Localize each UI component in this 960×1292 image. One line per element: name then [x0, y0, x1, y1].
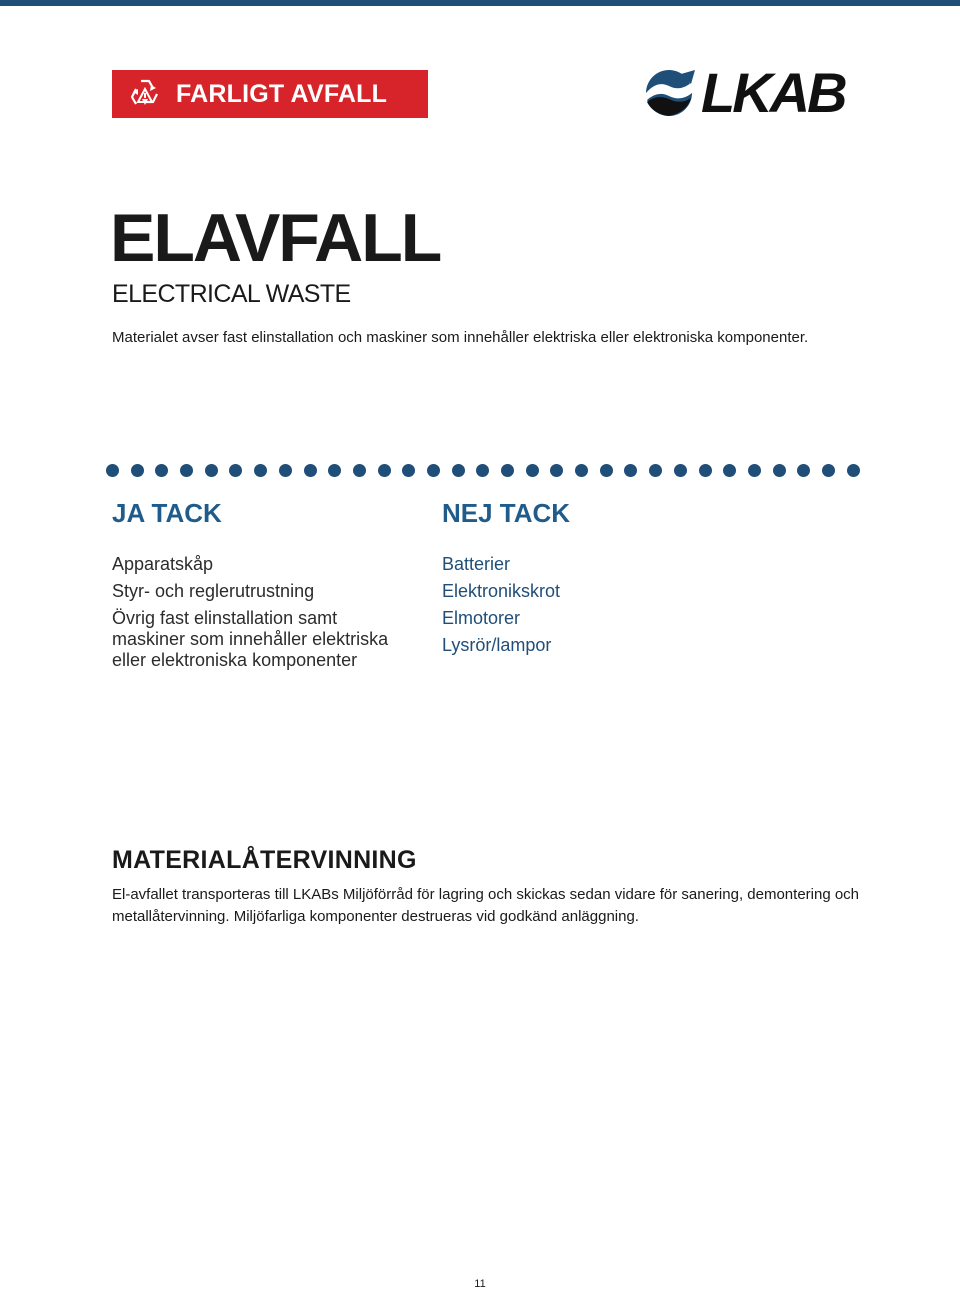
divider-dot: [452, 464, 465, 477]
divider-dot: [600, 464, 613, 477]
divider-dot: [353, 464, 366, 477]
divider-dot: [106, 464, 119, 477]
divider-dot: [773, 464, 786, 477]
page-number: 11: [474, 1278, 486, 1290]
divider-dot: [279, 464, 292, 477]
nej-tack-heading: NEJ TACK: [442, 498, 571, 528]
list-item: Apparatskåp: [112, 554, 214, 574]
divider-dot: [304, 464, 317, 477]
divider-dot: [723, 464, 736, 477]
divider-dot: [402, 464, 415, 477]
divider-dot: [427, 464, 440, 477]
divider-dot: [575, 464, 588, 477]
divider-dot: [797, 464, 810, 477]
intro-text: Materialet avser fast elinstallation och maskiner som innehåller elektriska eller elektroniska komponenter.: [112, 329, 809, 346]
divider-dot: [699, 464, 712, 477]
divider-dot: [550, 464, 563, 477]
divider-dot: [476, 464, 489, 477]
list-item: Lysrör/lampor: [442, 635, 552, 655]
divider-dot: [254, 464, 267, 477]
lkab-mark-icon: [645, 68, 697, 118]
divider-dot: [205, 464, 218, 477]
list-item: Elmotorer: [442, 608, 521, 628]
divider-dot: [501, 464, 514, 477]
divider-dot: [131, 464, 144, 477]
ja-tack-heading: JA TACK: [112, 498, 222, 528]
list-item: Batterier: [442, 554, 511, 574]
badge-label: FARLIGT AVFALL: [176, 79, 388, 108]
logo-wordmark: LKAB: [701, 61, 845, 124]
nej-tack-column: [442, 498, 742, 662]
recycling-text: El-avfallet transporteras till LKABs Miljöförråd för lagring och skickas sedan vidare för sanering, demontering och metallåtervinning. Miljöfarliga komponenter destrueras vid godkänd anläggning.: [112, 886, 860, 925]
recycling-heading: MATERIALÅTERVINNING: [112, 846, 417, 874]
list-item: Elektronikskrot: [442, 581, 561, 601]
hazard-badge: [112, 70, 428, 118]
hazard-recycle-icon: [128, 77, 162, 111]
divider-dot: [229, 464, 242, 477]
divider-dot: [155, 464, 168, 477]
nej-tack-list: [442, 554, 742, 656]
divider-dot: [822, 464, 835, 477]
ja-tack-column: [112, 498, 412, 677]
divider-dot: [328, 464, 341, 477]
divider-dot: [748, 464, 761, 477]
lkab-logo: [645, 61, 855, 124]
page-title: ELAVFALL: [110, 200, 441, 276]
page-subtitle: ELECTRICAL WASTE: [112, 280, 351, 308]
ja-tack-list: [112, 554, 412, 671]
divider-dot: [674, 464, 687, 477]
list-item: Övrig fast elinstallation samt maskiner som innehåller elektriska eller elektroniska komponenter: [112, 608, 389, 670]
divider-dot: [624, 464, 637, 477]
top-accent-bar: [0, 0, 960, 6]
divider-dot: [649, 464, 662, 477]
divider-dot: [526, 464, 539, 477]
divider-dot: [378, 464, 391, 477]
divider-dot: [847, 464, 860, 477]
dotted-divider: [106, 459, 860, 481]
divider-dot: [180, 464, 193, 477]
list-item: Styr- och reglerutrustning: [112, 581, 315, 601]
